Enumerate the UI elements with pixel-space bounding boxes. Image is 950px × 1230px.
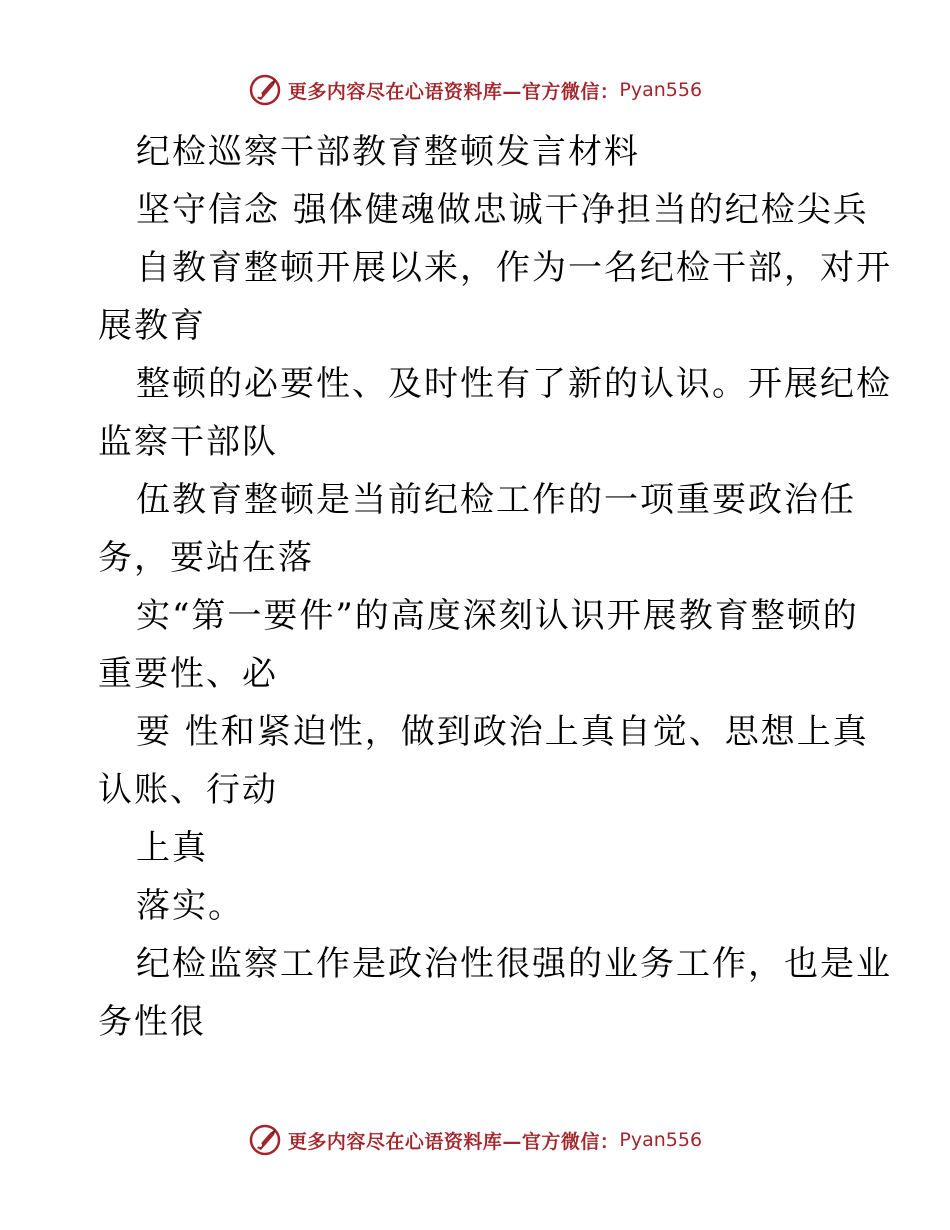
text-line: 监察干部队 bbox=[98, 422, 278, 462]
footer-wechat-id: Pyan556 bbox=[619, 1129, 703, 1151]
text-line: 伍教育整顿是当前纪检工作的一项重要政治任 bbox=[136, 480, 856, 520]
text-line: 上真 bbox=[136, 828, 208, 868]
text-line: 自教育整顿开展以来，作为一名纪检干部，对开 bbox=[136, 248, 892, 288]
quill-logo-icon bbox=[248, 1123, 282, 1157]
text-line: 务，要站在落 bbox=[98, 538, 314, 578]
footer-banner bbox=[0, 1120, 950, 1160]
text-line: 纪检巡察干部教育整顿发言材料 bbox=[136, 132, 640, 172]
text-line: 务性很 bbox=[98, 1002, 206, 1042]
text-line: 重要性、必 bbox=[98, 654, 278, 694]
text-line: 实“第一要件”的高度深刻认识开展教育整顿的 bbox=[136, 596, 859, 636]
text-line: 纪检监察工作是政治性很强的业务工作，也是业 bbox=[136, 944, 892, 984]
document-body bbox=[98, 123, 892, 1051]
text-line: 落实。 bbox=[136, 886, 244, 926]
header-banner bbox=[0, 70, 950, 110]
quill-logo-icon bbox=[248, 73, 282, 107]
text-line: 展教育 bbox=[98, 306, 206, 346]
text-line: 整顿的必要性、及时性有了新的认识。开展纪检 bbox=[136, 364, 892, 404]
text-line: 要 性和紧迫性，做到政治上真自觉、思想上真 bbox=[136, 712, 869, 752]
text-line: 坚守信念 强体健魂做忠诚干净担当的纪检尖兵 bbox=[136, 190, 869, 230]
text-line: 认账、行动 bbox=[98, 770, 278, 810]
header-wechat-id: Pyan556 bbox=[619, 79, 703, 101]
header-text: 更多内容尽在心语资料库—官方微信： bbox=[287, 80, 620, 103]
footer-text: 更多内容尽在心语资料库—官方微信： bbox=[287, 1130, 620, 1153]
